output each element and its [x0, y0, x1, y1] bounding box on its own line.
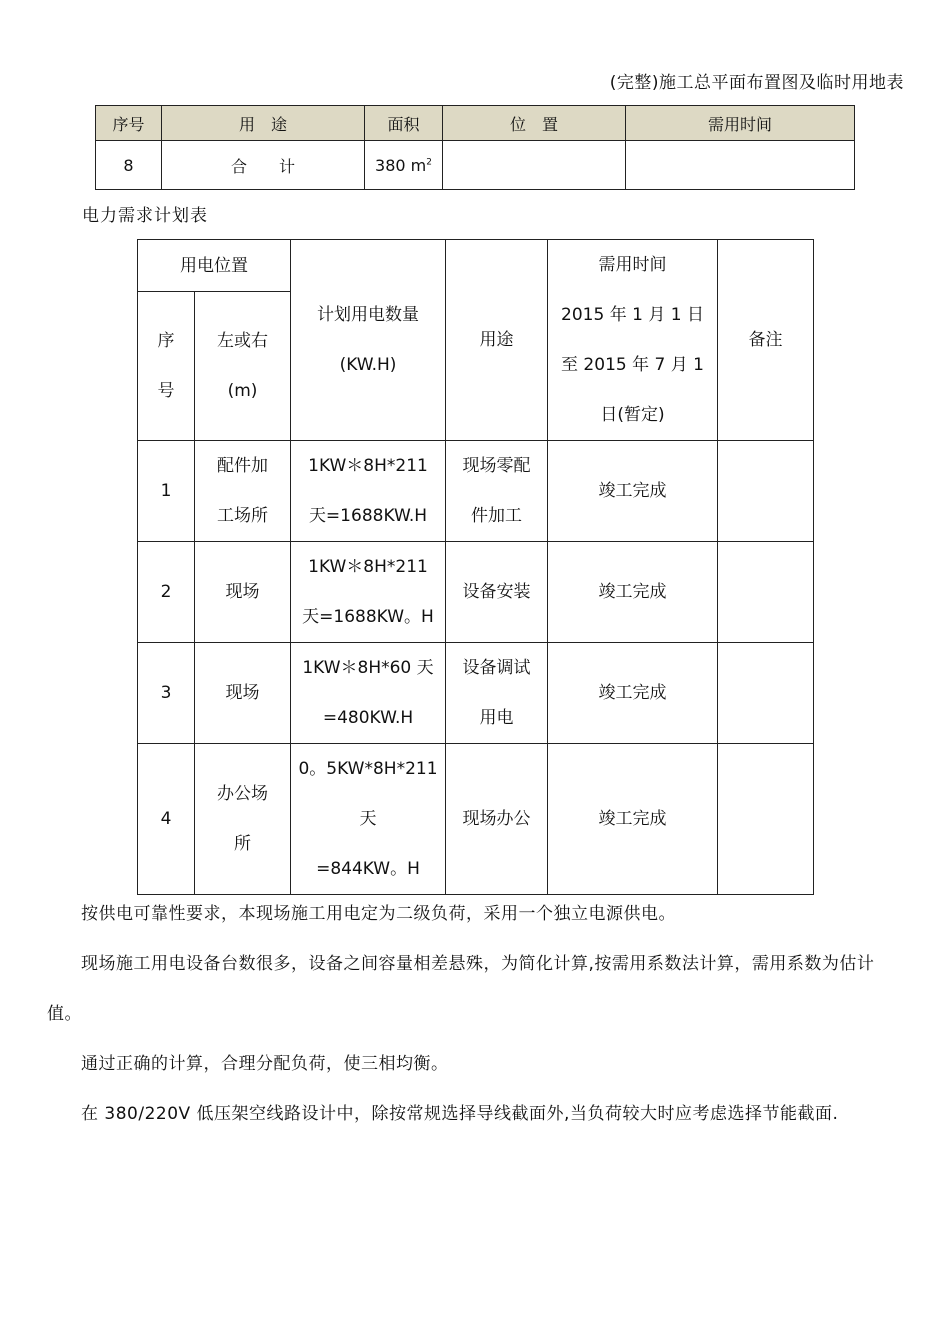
cell-no: 4	[138, 744, 195, 895]
table-row	[138, 441, 814, 542]
cell-loc	[195, 441, 291, 542]
table-header-row	[138, 240, 814, 292]
header-position: 位 置	[443, 106, 626, 141]
table-row	[138, 744, 814, 895]
paragraph: 在 380/220V 低压架空线路设计中，除按常规选择导线截面外,当负荷较大时应考虑选择节能截面.	[81, 1104, 839, 1124]
cell-time: 竣工完成	[548, 441, 718, 542]
area-value: 380 m	[375, 155, 427, 175]
cell-use: 设备安装	[446, 542, 548, 643]
cell-plan	[291, 441, 446, 542]
paragraph: 通过正确的计算，合理分配负荷，使三相均衡。	[81, 1054, 449, 1074]
header-use: 用 途	[162, 106, 365, 141]
page-header: (完整)施工总平面布置图及临时用地表	[609, 73, 904, 93]
cell-use-line: 现场零配	[462, 456, 531, 476]
cell-time: 竣工完成	[548, 643, 718, 744]
cell-plan-line: 天	[359, 809, 377, 829]
header-location: 用电位置	[138, 240, 291, 292]
header-no: 序号	[96, 106, 162, 141]
header-side-line: (m)	[227, 381, 258, 402]
cell-no: 3	[138, 643, 195, 744]
cell-note	[718, 441, 814, 542]
header-side-line: 左或右	[217, 331, 268, 352]
cell-plan	[291, 643, 446, 744]
cell-use	[446, 643, 548, 744]
cell-loc: 现场	[195, 542, 291, 643]
table-row	[138, 643, 814, 744]
table-caption: 电力需求计划表	[82, 206, 208, 226]
cell-loc	[195, 744, 291, 895]
header-use: 用途	[446, 240, 548, 441]
cell-no: 2	[138, 542, 195, 643]
cell-no: 1	[138, 441, 195, 542]
cell-note	[718, 542, 814, 643]
cell-plan-line: 1KW＊8H*211	[308, 557, 428, 577]
header-time-line: 至 2015 年 7 月 1	[561, 355, 704, 375]
cell-use-line: 用电	[479, 708, 514, 728]
cell-time: 竣工完成	[548, 744, 718, 895]
cell-use: 合 计	[162, 141, 365, 190]
cell-position	[443, 141, 626, 190]
cell-time: 竣工完成	[548, 542, 718, 643]
header-note: 备注	[718, 240, 814, 441]
header-plan-line: (KW.H)	[339, 355, 397, 375]
cell-loc-line: 办公场	[217, 784, 268, 804]
cell-loc-line: 所	[234, 834, 251, 854]
cell-use-line: 设备调试	[462, 658, 531, 678]
cell-plan	[291, 744, 446, 895]
cell-note	[718, 643, 814, 744]
header-plan-line: 计划用电数量	[317, 305, 419, 325]
header-plan	[291, 240, 446, 441]
paragraph: 按供电可靠性要求，本现场施工用电定为二级负荷，采用一个独立电源供电。	[81, 904, 676, 924]
header-time-line: 日(暂定)	[600, 405, 665, 425]
cell-note	[718, 744, 814, 895]
cell-loc-line: 配件加	[217, 456, 268, 476]
header-no-line: 号	[157, 381, 175, 402]
header-time-line: 需用时间	[598, 255, 667, 275]
cell-plan-line: 1KW＊8H*60 天	[302, 658, 434, 678]
header-area: 面积	[365, 106, 443, 141]
cell-plan-line: 1KW＊8H*211	[308, 456, 428, 476]
cell-use-line: 件加工	[471, 506, 522, 526]
cell-loc: 现场	[195, 643, 291, 744]
table-row	[138, 542, 814, 643]
header-no	[138, 292, 195, 441]
area-unit-sup: 2	[426, 157, 432, 168]
table-header-row	[96, 106, 855, 141]
cell-plan	[291, 542, 446, 643]
cell-no: 8	[96, 141, 162, 190]
table-row	[96, 141, 855, 190]
cell-time	[626, 141, 855, 190]
land-use-table	[95, 105, 855, 190]
cell-plan-line: 天=1688KW。H	[302, 607, 434, 627]
header-time: 需用时间	[626, 106, 855, 141]
header-no-line: 序	[157, 331, 175, 352]
cell-loc-line: 工场所	[217, 506, 268, 526]
cell-plan-line: =844KW。H	[316, 859, 420, 879]
cell-plan-line: 天=1688KW.H	[308, 506, 428, 526]
header-time	[548, 240, 718, 441]
paragraph: 现场施工用电设备台数很多，设备之间容量相差悬殊，为简化计算,按需用系数法计算，需用系数为估计值。	[47, 954, 875, 1024]
cell-plan-line: =480KW.H	[322, 708, 414, 728]
cell-use: 现场办公	[446, 744, 548, 895]
cell-use	[446, 441, 548, 542]
cell-plan-line: 0。5KW*8H*211	[298, 759, 438, 779]
header-time-line: 2015 年 1 月 1 日	[561, 305, 704, 325]
cell-area	[365, 141, 443, 190]
power-demand-table	[137, 239, 814, 895]
header-side	[195, 292, 291, 441]
